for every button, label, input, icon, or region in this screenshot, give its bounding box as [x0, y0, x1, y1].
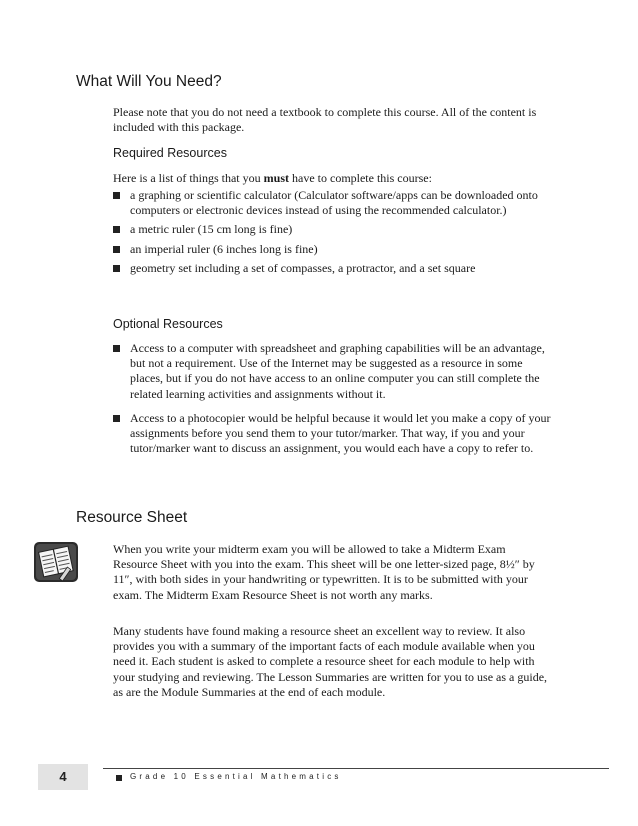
- footer-divider: [103, 768, 609, 769]
- lead-text-emphasis: must: [263, 171, 289, 185]
- list-item: [113, 411, 553, 457]
- section-heading-resource-sheet: Resource Sheet: [76, 509, 188, 526]
- list-item-text: a graphing or scientific calculator (Calculator software/apps can be downloaded onto computers or electronic devices instead of using the recommended calculator.): [130, 188, 538, 218]
- resource-sheet-paragraph-1: When you write your midterm exam you will be allowed to take a Midterm Exam Resource Sheet with you into the exam. This sheet will be one letter-sized page, 8½″ by 11″, with both sides in your handwriting or typewritten. It is to be submitted with your exam. The Midterm Exam Resource Sheet is not worth any marks.: [113, 542, 535, 602]
- bullet-square-icon: [113, 345, 120, 352]
- optional-resources-heading: Optional Resources: [113, 317, 223, 331]
- resource-sheet-paragraph-2: Many students have found making a resource sheet an excellent way to review. It also provides you with a summary of the important facts of each module available when you need it. Each student is asked to complete a resource sheet for each module to help with your studying and reviewing. The Lesson Summaries are written for you to use as a guide, as are the Module Summaries at the end of each module.: [113, 624, 548, 699]
- list-item: [113, 242, 553, 257]
- section-heading-what-you-need: What Will You Need?: [76, 73, 222, 90]
- list-item-text: geometry set including a set of compasses, a protractor, and a set square: [130, 260, 476, 275]
- required-resources-heading: Required Resources: [113, 146, 227, 160]
- bullet-square-icon: [113, 246, 120, 253]
- list-item-text: Access to a computer with spreadsheet and graphing capabilities will be an advantage, but not a requirement. Use of the Internet may be suggested as a resource in some places, but if you do not have access to an online computer you can still complete the related learning activities and assignments without it.: [130, 341, 545, 401]
- bullet-square-icon: [113, 415, 120, 422]
- lead-text-before: Here is a list of things that you: [113, 171, 264, 185]
- footer-course-title: Grade 10 Essential Mathematics: [130, 772, 342, 781]
- list-item: [113, 261, 553, 276]
- bullet-square-icon: [113, 226, 120, 233]
- list-item: [113, 222, 553, 237]
- footer-bullet-icon: [116, 775, 122, 781]
- list-item-text: an imperial ruler (6 inches long is fine): [130, 241, 318, 256]
- intro-paragraph: Please note that you do not need a textbook to complete this course. All of the content is included with this package.: [113, 105, 537, 135]
- page-number-box: [38, 764, 88, 790]
- bullet-square-icon: [113, 265, 120, 272]
- required-resources-list: [113, 188, 553, 276]
- list-item: [113, 188, 553, 218]
- bullet-square-icon: [113, 192, 120, 199]
- notebook-icon: [33, 541, 79, 583]
- list-item-text: Access to a photocopier would be helpful because it would let you make a copy of your assignments before you send them to your tutor/marker. That way, if you and your tutor/marker want to discuss an assignment, you would each have a copy to refer to.: [130, 410, 551, 456]
- list-item: [113, 341, 553, 402]
- page-number: 4: [59, 769, 67, 784]
- list-item-text: a metric ruler (15 cm long is fine): [130, 222, 293, 237]
- lead-text-after: have to complete this course:: [289, 171, 432, 185]
- optional-resources-list: [113, 341, 553, 456]
- required-lead-text: [113, 171, 553, 186]
